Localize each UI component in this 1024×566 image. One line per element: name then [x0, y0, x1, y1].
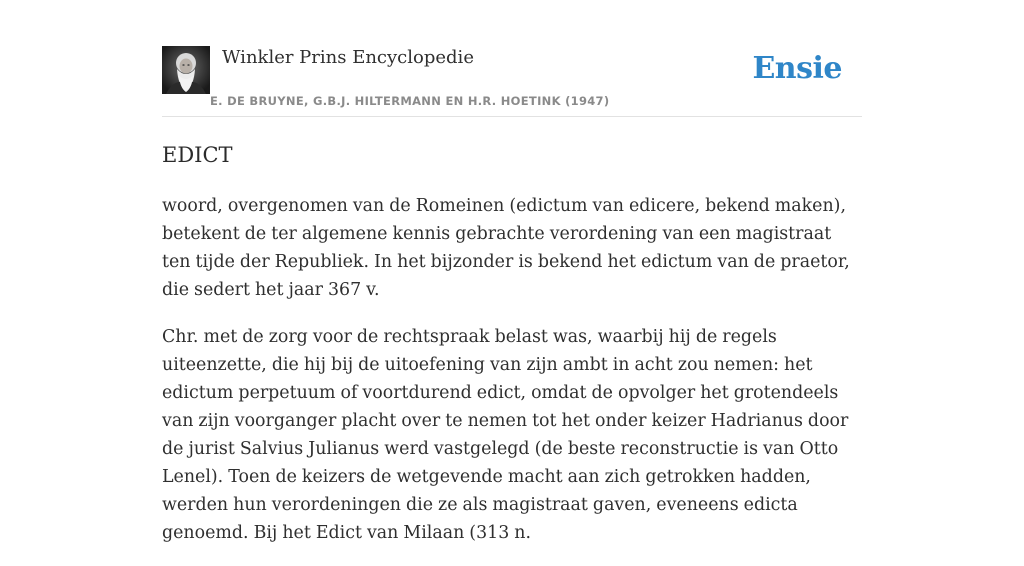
bearded-man-portrait-icon[interactable] [162, 46, 210, 94]
paragraph-1: woord, overgenomen van de Romeinen (edictum van edicere, bekend maken), betekent de ter algemene kennis gebrachte verordening van een magistraat ten tijde der Republiek. In het bijzonder is bekend het edictum van de praetor, die sedert het jaar 367 v. [162, 196, 850, 300]
article-body [162, 192, 862, 566]
paragraph-2: Chr. met de zorg voor de rechtspraak belast was, waarbij hij de regels uiteenzette, die hij bij de uitoefening van zijn ambt in acht zou nemen: het edictum perpetuum of voortdurend edict, omdat de opvolger het grotendeels van zijn voorganger placht over te nemen tot het onder keizer Hadrianus door de jurist Salvius Julianus werd vastgelegd (de beste reconstructie is van Otto Lenel). Toen de keizers de wetgevende macht aan zich getrokken hadden, werden hun verordeningen die ze als magistraat gaven, eveneens edicta genoemd. Bij het Edict van Milaan (313 n. [162, 327, 849, 543]
site-title[interactable]: Winkler Prins Encyclopedie [222, 47, 474, 68]
brand-logo[interactable]: Ensie [752, 51, 842, 86]
article-title: EDICT [162, 143, 233, 167]
author-byline: E. DE BRUYNE, G.B.J. HILTERMANN EN H.R. HOETINK (1947) [210, 94, 610, 108]
page [162, 0, 862, 543]
site-header [162, 0, 862, 117]
